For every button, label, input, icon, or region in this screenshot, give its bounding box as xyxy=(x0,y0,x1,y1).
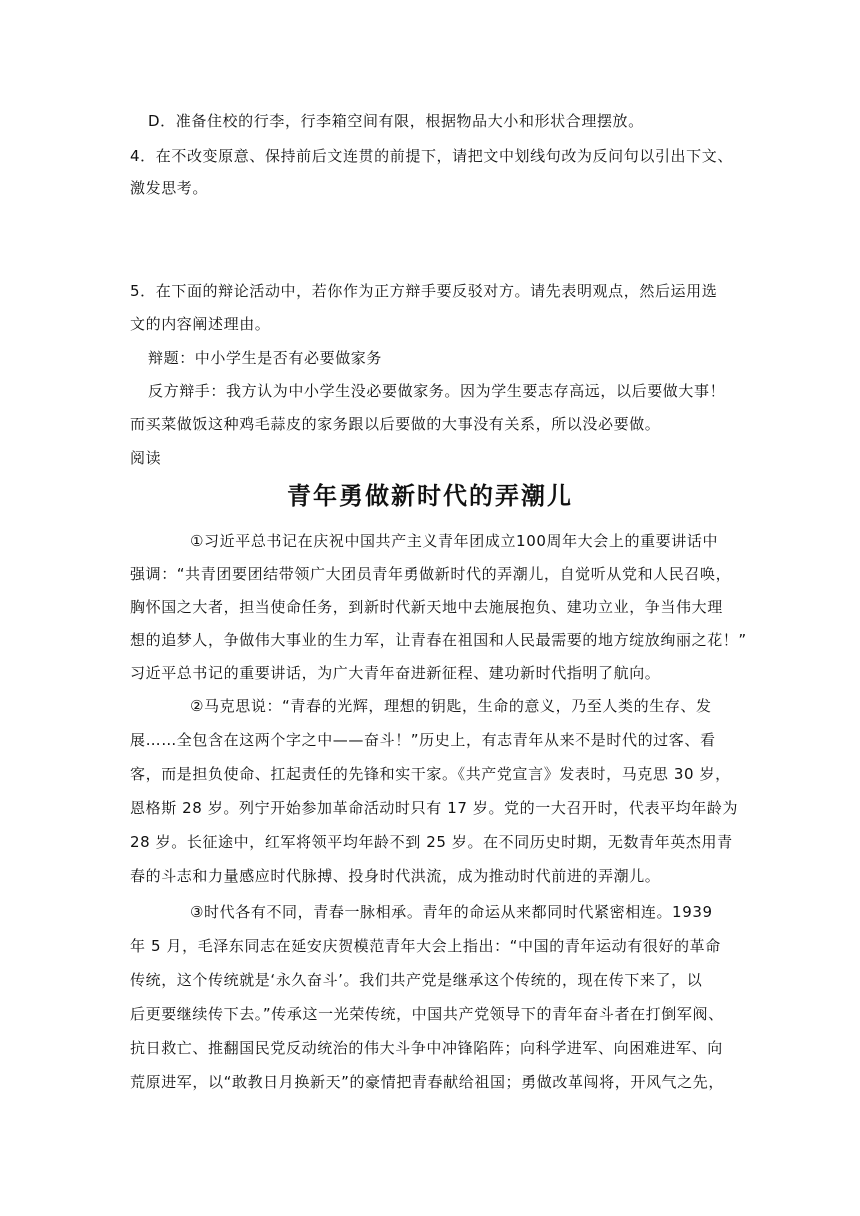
paragraph-2-line: 展……全包含在这两个字之中——奋斗！”历史上，有志青年从来不是时代的过客、看 xyxy=(130,731,716,749)
paragraph-2-line: 恩格斯 28 岁。列宁开始参加革命活动时只有 17 岁。党的一大召开时，代表平均年龄为 xyxy=(130,799,739,817)
paragraph-3-line: 荒原进军，以“敢教日月换新天”的豪情把青春献给祖国；勇做改革闯将，开风气之先， xyxy=(130,1073,724,1091)
paragraph-3-line: 年 5 月，毛泽东同志在延安庆贺模范青年大会上指出：“中国的青年运动有很好的革命 xyxy=(130,937,721,955)
paragraph-1-line: 习近平总书记的重要讲话，为广大青年奋进新征程、建功新时代指明了航向。 xyxy=(130,664,661,682)
opponent-statement-line-2: 而买菜做饭这种鸡毛蒜皮的家务跟以后要做的大事没有关系，所以没必要做。 xyxy=(130,415,661,433)
paragraph-2-line: 客，而是担负使命、扛起责任的先锋和实干家。《共产党宣言》发表时，马克思 30 岁， xyxy=(130,765,731,783)
paragraph-2-line: 春的斗志和力量感应时代脉搏、投身时代洪流，成为推动时代前进的弄潮儿。 xyxy=(130,867,661,885)
opponent-statement-line-1: 反方辩手：我方认为中小学生没必要做家务。因为学生要志存高远，以后要做大事！ xyxy=(148,382,726,400)
paragraph-1-line: ①习近平总书记在庆祝中国共产主义青年团成立100周年大会上的重要讲话中 xyxy=(190,532,719,550)
question-4-line-1: 4．在不改变原意、保持前后文连贯的前提下，请把文中划线句改为反问句以引出下文、 xyxy=(130,147,733,165)
paragraph-3-line: 抗日救亡、推翻国民党反动统治的伟大斗争中冲锋陷阵；向科学进军、向困难进军、向 xyxy=(130,1039,723,1057)
question-4-line-2: 激发思考。 xyxy=(130,179,209,197)
paragraph-2-line: 28 岁。长征途中，红军将领平均年龄不到 25 岁。在不同历史时期，无数青年英杰用青 xyxy=(130,833,733,851)
paragraph-3-line: 传统，这个传统就是‘永久奋斗’。我们共产党是继承这个传统的，现在传下来了，以 xyxy=(130,971,703,989)
question-3-option-d: D．准备住校的行李，行李箱空间有限，根据物品大小和形状合理摆放。 xyxy=(148,112,644,130)
debate-topic: 辩题：中小学生是否有必要做家务 xyxy=(148,349,383,367)
reading-label: 阅读 xyxy=(130,449,162,467)
paragraph-1-line: 强调：“共青团要团结带领广大团员青年勇做新时代的弄潮儿，自觉听从党和人民召唤， xyxy=(130,565,732,583)
question-5-line-2: 文的内容阐述理由。 xyxy=(130,315,271,333)
reading-title: 青年勇做新时代的弄潮儿 xyxy=(287,481,573,510)
paragraph-3-line: 后更要继续传下去。”传承这一光荣传统，中国共产党领导下的青年奋斗者在打倒军阀、 xyxy=(130,1005,724,1023)
paragraph-1-line: 胸怀国之大者，担当使命任务，到新时代新天地中去施展抱负、建功立业，争当伟大理 xyxy=(130,598,723,616)
question-5-line-1: 5．在下面的辩论活动中，若你作为正方辩手要反驳对方。请先表明观点，然后运用选 xyxy=(130,282,718,300)
paragraph-2-line: ②马克思说：“青春的光辉，理想的钥匙，生命的意义，乃至人类的生存、发 xyxy=(190,697,712,715)
paragraph-3-line: ③时代各有不同，青春一脉相承。青年的命运从来都同时代紧密相连。1939 xyxy=(190,903,713,921)
paragraph-1-line: 想的追梦人，争做伟大事业的生力军，让青春在祖国和人民最需要的地方绽放绚丽之花！” xyxy=(130,631,747,649)
